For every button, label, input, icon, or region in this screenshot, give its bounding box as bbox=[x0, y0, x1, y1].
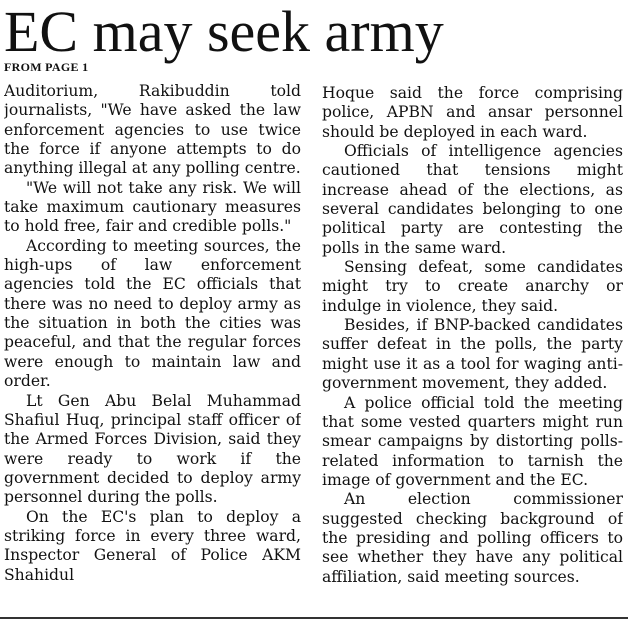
paragraph: According to meeting sources, the high-ups of law enforcement agencies told the EC officials that there was no need to deploy army as the situation in both the cities was peaceful, and that the regular forces were enough to maintain law and order. bbox=[4, 236, 301, 391]
paragraph: On the EC's plan to deploy a striking force in every three ward, Inspector General of Police AKM Shahidul bbox=[4, 507, 301, 584]
paragraph: Lt Gen Abu Belal Muhammad Shafiul Huq, principal staff officer of the Armed Forces Division, said they were ready to work if the government decided to deploy army personnel during the polls. bbox=[4, 391, 301, 507]
paragraph: "We will not take any risk. We will take maximum cautionary measures to hold free, fair and credible polls." bbox=[4, 178, 301, 236]
paragraph: An election commissioner suggested checking background of the presiding and polling officers to see whether they have any political affiliation, said meeting sources. bbox=[322, 490, 623, 586]
paragraph: Officials of intelligence agencies cautioned that tensions might increase ahead of the elections, as several candidates belonging to one political party are contesting the polls in the same ward. bbox=[322, 142, 623, 257]
kicker-from-page: FROM PAGE 1 bbox=[4, 60, 89, 74]
right-column bbox=[322, 84, 623, 619]
paragraph: Sensing defeat, some candidates might try to create anarchy or indulge in violence, they said. bbox=[322, 258, 623, 315]
left-column bbox=[4, 82, 301, 619]
paragraph: Besides, if BNP-backed candidates suffer defeat in the polls, the party might use it as a tool for waging anti-government movement, they added. bbox=[322, 316, 623, 393]
paragraph: A police official told the meeting that some vested quarters might run smear campaigns by distorting polls-related information to tarnish the image of government and the EC. bbox=[322, 393, 623, 489]
paragraph: Hoque said the force comprising police, APBN and ansar personnel should be deployed in each ward. bbox=[322, 84, 623, 141]
paragraph: Auditorium, Rakibuddin told journalists, "We have asked the law enforcement agencies to use twice the force if anyone attempts to do anything illegal at any polling centre. bbox=[4, 82, 301, 178]
headline: EC may seek army bbox=[4, 0, 444, 64]
